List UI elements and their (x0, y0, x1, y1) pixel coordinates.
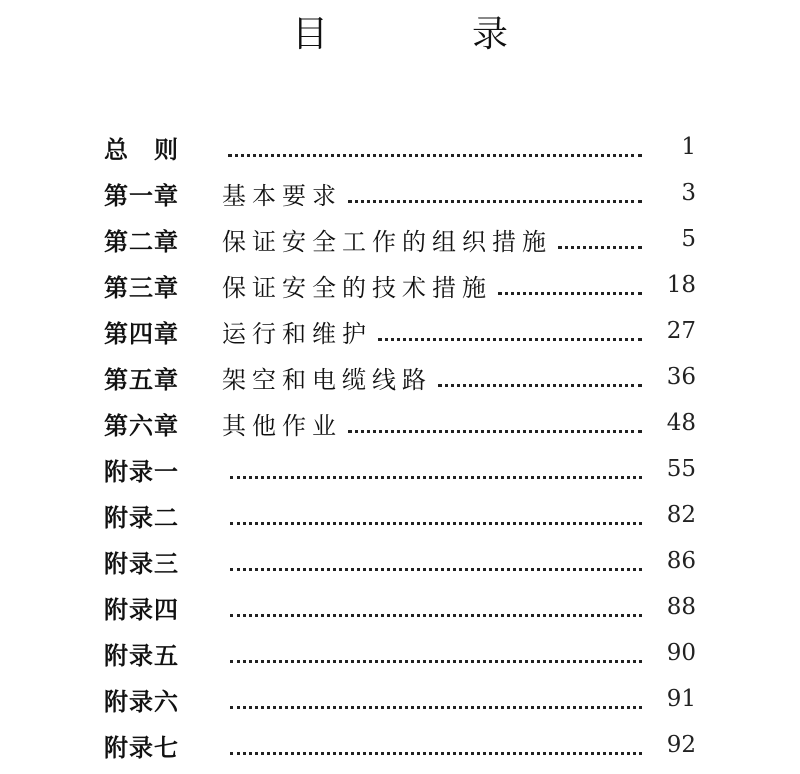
toc-entry[interactable] (104, 308, 696, 354)
toc-page-number: 55 (666, 456, 696, 482)
toc-chapter-label: 第六章 (104, 411, 179, 440)
toc-chapter-label: 附录三 (104, 549, 179, 578)
toc-entry[interactable] (104, 400, 696, 446)
dot-leader (230, 610, 642, 617)
toc-entry[interactable] (104, 446, 696, 492)
toc-page-number: 36 (666, 364, 696, 390)
toc-entry[interactable] (104, 354, 696, 400)
toc-page-number: 1 (681, 134, 696, 160)
toc-chapter-label: 第二章 (104, 227, 179, 256)
toc-chapter-label: 附录七 (104, 733, 179, 762)
toc-entry[interactable] (104, 216, 696, 262)
dot-leader (230, 656, 642, 663)
toc-entry[interactable] (104, 722, 696, 768)
toc-entry[interactable] (104, 170, 696, 216)
toc-chapter-label: 附录六 (104, 687, 179, 716)
toc-page-number: 92 (666, 732, 696, 758)
toc-page-number: 88 (666, 594, 696, 620)
toc-entry-title: 架空和电缆线路 (222, 365, 432, 394)
dot-leader (230, 518, 642, 525)
toc-entry-title: 其他作业 (222, 411, 342, 440)
toc-entry-title: 保证安全的技术措施 (222, 273, 492, 302)
toc-entry-title: 保证安全工作的组织措施 (222, 227, 552, 256)
toc-chapter-label: 第一章 (104, 181, 179, 210)
toc-entry[interactable] (104, 584, 696, 630)
dot-leader (438, 380, 642, 387)
toc-chapter-label: 第四章 (104, 319, 179, 348)
toc-entry[interactable] (104, 538, 696, 584)
toc-page-number: 90 (666, 640, 696, 666)
toc-chapter-label: 附录一 (104, 457, 179, 486)
toc-chapter-label: 附录五 (104, 641, 179, 670)
toc-page-number: 86 (666, 548, 696, 574)
toc-page-number: 27 (666, 318, 696, 344)
dot-leader (378, 334, 642, 341)
toc-page-number: 48 (666, 410, 696, 436)
toc-page-number: 5 (681, 226, 696, 252)
toc-entry[interactable] (104, 262, 696, 308)
toc-entry-title: 运行和维护 (222, 319, 372, 348)
page-title: 目 录 (291, 14, 562, 55)
toc-page-number: 82 (666, 502, 696, 528)
toc-entry[interactable] (104, 124, 696, 170)
toc-chapter-label: 总 则 (104, 135, 179, 164)
toc-page-number: 91 (666, 686, 696, 712)
dot-leader (230, 702, 642, 709)
dot-leader (498, 288, 642, 295)
dot-leader (558, 242, 642, 249)
dot-leader (230, 472, 642, 479)
toc-chapter-label: 第三章 (104, 273, 179, 302)
dot-leader (228, 150, 642, 157)
toc-chapter-label: 附录二 (104, 503, 179, 532)
dot-leader (230, 748, 642, 755)
table-of-contents (104, 124, 696, 768)
toc-entry[interactable] (104, 492, 696, 538)
toc-page-number: 18 (666, 272, 696, 298)
toc-chapter-label: 第五章 (104, 365, 179, 394)
dot-leader (348, 196, 642, 203)
toc-entry[interactable] (104, 676, 696, 722)
dot-leader (230, 564, 642, 571)
toc-entry[interactable] (104, 630, 696, 676)
dot-leader (348, 426, 642, 433)
toc-entry-title: 基本要求 (222, 181, 342, 210)
toc-page-number: 3 (681, 180, 696, 206)
toc-chapter-label: 附录四 (104, 595, 179, 624)
